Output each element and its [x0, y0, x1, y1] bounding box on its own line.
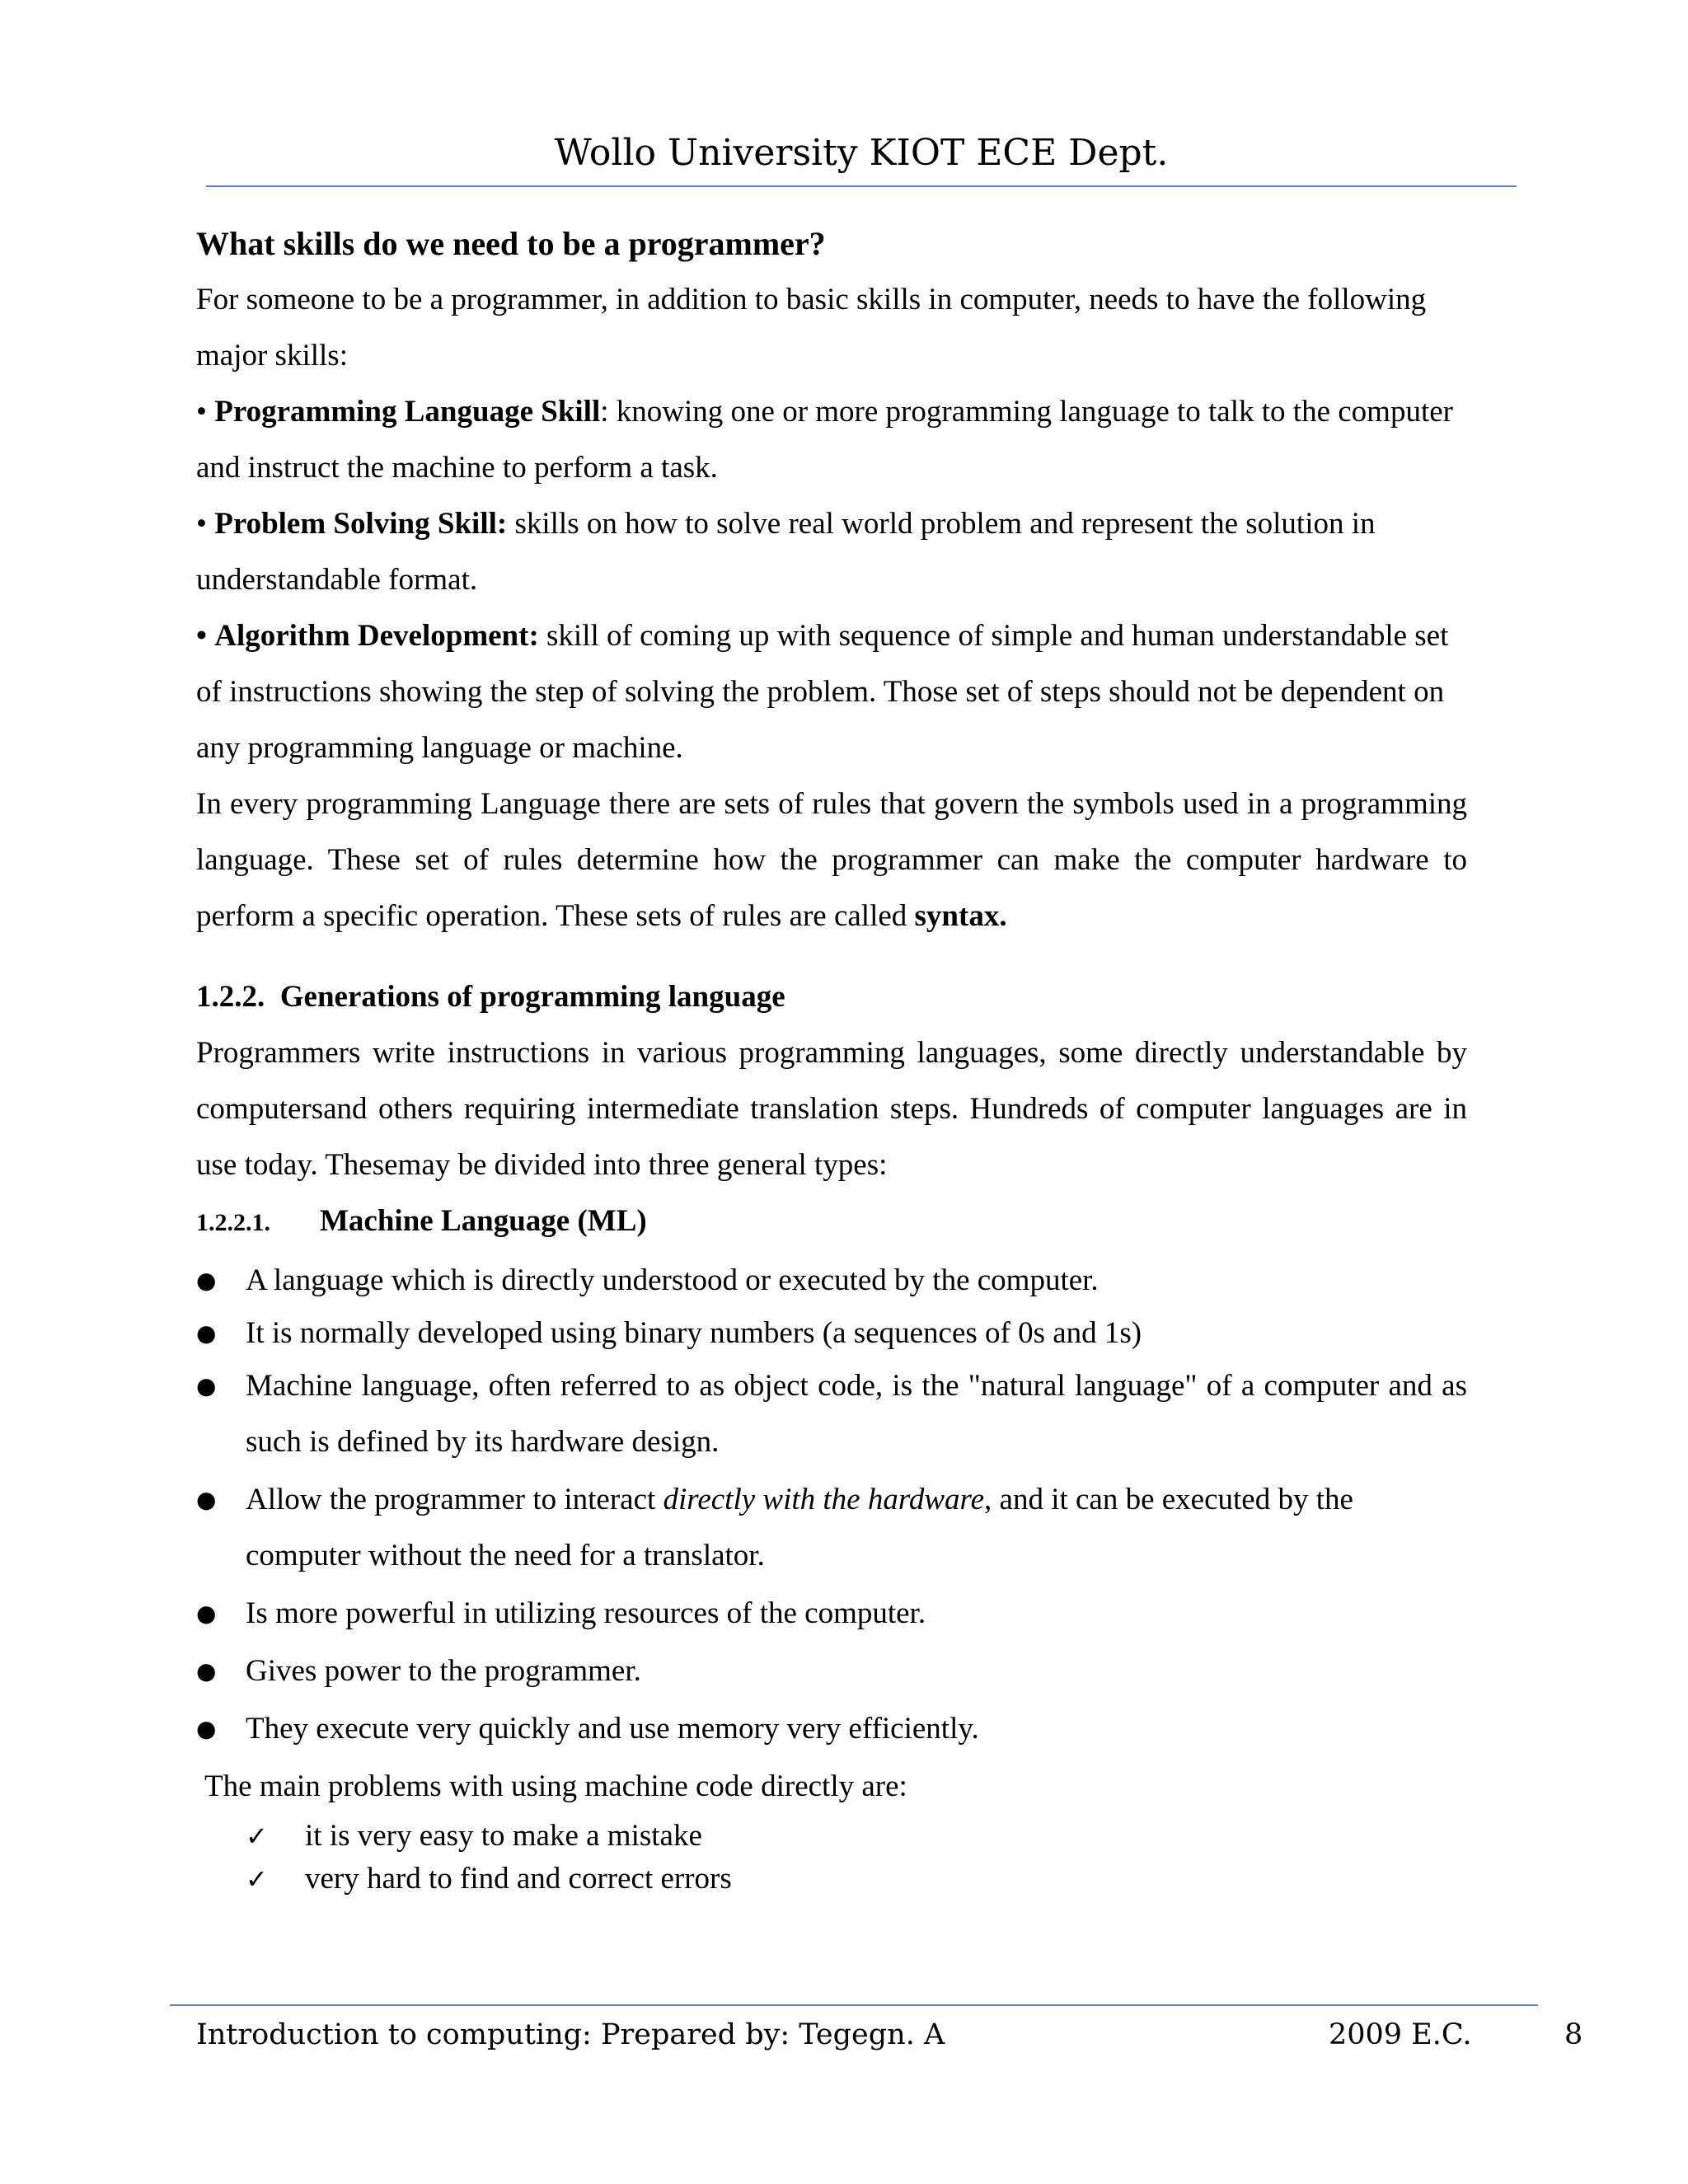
checklist-item-text: it is very easy to make a mistake: [305, 1819, 702, 1853]
skill-description: : knowing one or more programming language to talk to the computer and instruct the machine to perform a task.: [196, 395, 1453, 485]
syntax-term: syntax.: [914, 899, 1007, 933]
header-divider: [206, 185, 1517, 187]
bullet-glyph: ●: [196, 1267, 217, 1294]
section-number: 1.2.2.: [196, 980, 265, 1014]
machine-language-bullets: [196, 1253, 1467, 1757]
bullet-glyph: •: [196, 507, 207, 541]
bullet-glyph: ●: [196, 1486, 217, 1513]
problems-intro: The main problems with using machine code directly are:: [204, 1769, 907, 1803]
footer-divider: [170, 2004, 1538, 2006]
skill-description: skills on how to solve real world problem and represent the solution in understandable format.: [196, 507, 1376, 597]
skill-description: skill of coming up with sequence of simple and human understandable set of instructions showing the step of solving the problem. Those set of steps should not be dependent on any programming language or machine.: [196, 619, 1449, 765]
footer-year: 2009 E.C.: [1329, 2018, 1472, 2051]
bullet-glyph: ●: [196, 1372, 217, 1399]
subsection-number: 1.2.2.1.: [196, 1209, 270, 1236]
page-number: 8: [1564, 2018, 1583, 2051]
list-item-text-before: Allow the programmer to interact: [246, 1483, 663, 1516]
skill-item: [196, 608, 1467, 776]
skill-item: [196, 384, 1467, 496]
list-item-text: Is more powerful in utilizing resources of the computer.: [246, 1596, 926, 1630]
syntax-paragraph: [196, 776, 1467, 944]
bullet-glyph: •: [196, 619, 207, 653]
list-item: [196, 1310, 1467, 1357]
list-item-text: Machine language, often referred to as object code, is the "natural language" of a computer and as such is defined by its hardware design.: [246, 1369, 1467, 1459]
checklist-item: [196, 1858, 1467, 1900]
section-heading-generations: [196, 969, 1467, 1025]
list-item-text-after: , and it can be executed by the computer without the need for a translator.: [246, 1483, 1353, 1572]
list-item-text: They execute very quickly and use memory very efficiently.: [246, 1712, 979, 1746]
subsection-title: Machine Language (ML): [320, 1204, 647, 1238]
page-header-title: Wollo University KIOT ECE Dept.: [554, 132, 1169, 174]
bullet-glyph: •: [196, 395, 207, 429]
generations-paragraph: Programmers write instructions in various programming languages, some directly understandable by computersand others requiring intermediate translation steps. Hundreds of computer languages are in use today. Thesemay be divided into three general types:: [196, 1036, 1467, 1182]
list-item-text: It is normally developed using binary numbers (a sequences of 0s and 1s): [246, 1316, 1142, 1350]
bullet-glyph: ●: [196, 1319, 217, 1347]
footer-author-line: Introduction to computing: Prepared by: Tegegn. A: [196, 2018, 945, 2051]
list-item: [196, 1253, 1467, 1309]
list-item-emphasis: directly with the hardware: [663, 1483, 985, 1516]
skill-term: Programming Language Skill: [214, 395, 601, 429]
bullet-glyph: ●: [196, 1657, 217, 1685]
skills-intro-paragraph: For someone to be a programmer, in addition to basic skills in computer, needs to have the following major skills:: [196, 283, 1427, 373]
problems-checklist: [196, 1815, 1467, 1900]
section-heading-skills: What skills do we need to be a programmer?: [196, 225, 826, 262]
page-content: [196, 216, 1467, 1900]
skill-item: [196, 496, 1467, 608]
syntax-paragraph-text: In every programming Language there are sets of rules that govern the symbols used in a programming language. These set of rules determine how the programmer can make the computer hardware to perform a specific operation. These sets of rules are called: [196, 787, 1467, 933]
list-item-text: Gives power to the programmer.: [246, 1654, 641, 1688]
list-item: [196, 1358, 1467, 1470]
list-item: [196, 1643, 1467, 1699]
checkmark-icon: ✓: [246, 1821, 268, 1852]
skill-term: Algorithm Development:: [214, 619, 539, 653]
checklist-item: [196, 1815, 1467, 1858]
list-item: [196, 1586, 1467, 1642]
bullet-glyph: ●: [196, 1600, 217, 1627]
list-item: [196, 1472, 1467, 1584]
list-item: [196, 1701, 1467, 1757]
list-item-text: A language which is directly understood or executed by the computer.: [246, 1263, 1099, 1297]
bullet-glyph: ●: [196, 1715, 217, 1742]
skill-term: Problem Solving Skill:: [214, 507, 508, 541]
section-heading-machine-language: [196, 1193, 1467, 1251]
checkmark-icon: ✓: [246, 1863, 268, 1895]
checklist-item-text: very hard to find and correct errors: [305, 1862, 732, 1896]
section-title: Generations of programming language: [279, 980, 785, 1014]
